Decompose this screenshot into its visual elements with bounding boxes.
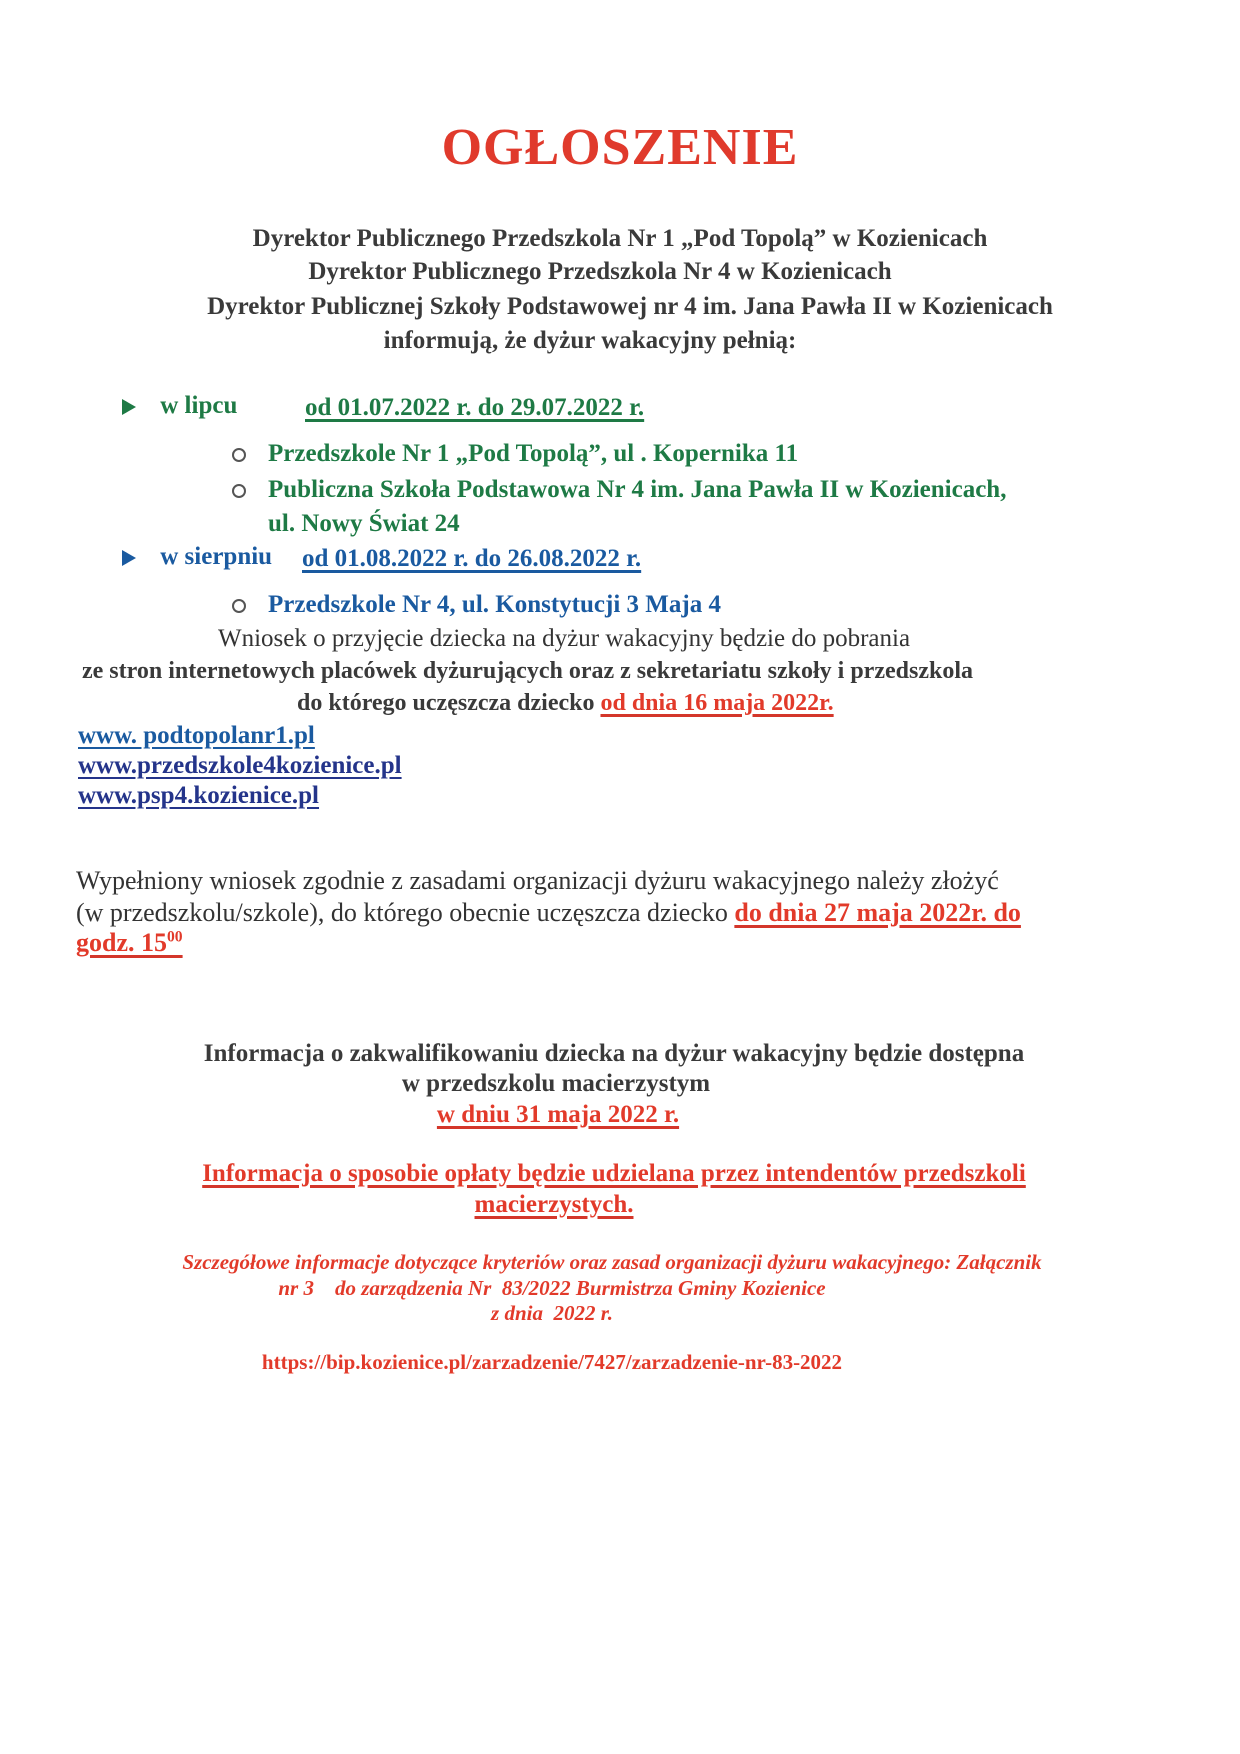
link-przedszkole4[interactable]: www.przedszkole4kozienice.pl [78, 752, 402, 779]
application-line-3: do którego uczęszcza dziecko od dnia 16 maja 2022r. [297, 690, 834, 716]
link-psp4[interactable]: www.psp4.kozienice.pl [78, 782, 320, 809]
august-label: w sierpniu [160, 543, 273, 570]
august-dates: od 01.08.2022 r. do 26.08.2022 r. [302, 545, 642, 572]
qualification-line-2: w przedszkolu macierzystym [401, 1070, 711, 1097]
july-dates: od 01.07.2022 r. do 29.07.2022 r. [305, 394, 645, 421]
payment-line-2: macierzystych. [474, 1191, 634, 1218]
arrow-bullet-icon [122, 550, 136, 566]
header-line-2: Dyrektor Publicznego Przedszkola Nr 4 w Kozienicach [308, 258, 892, 285]
july-row [122, 392, 237, 420]
submission-deadline: do dnia 27 maja 2022r. do [734, 898, 1021, 927]
submission-deadline-time: godz. $15^{00}$ [76, 928, 183, 957]
link-podtopolanr1[interactable]: www. podtopolanr1.pl [78, 722, 315, 749]
qualification-date: w dniu 31 maja 2022 r. [436, 1101, 680, 1128]
circle-bullet-icon [232, 484, 246, 498]
details-line-1: Szczegółowe informacje dotyczące kryteriów oraz zasad organizacji dyżuru wakacyjnego: Załącznik [182, 1250, 1042, 1274]
list-item: Publiczna Szkoła Podstawowa Nr 4 im. Jana Pawła II w Kozienicach, [232, 476, 1006, 504]
header-line-3: Dyrektor Publicznej Szkoły Podstawowej nr 4 im. Jana Pawła II w Kozienicach [207, 293, 1053, 320]
list-item: Przedszkole Nr 4, ul. Konstytucji 3 Maja 4 [232, 591, 721, 619]
arrow-bullet-icon [122, 399, 136, 415]
application-line-2: ze stron internetowych placówek dyżurujących oraz z sekretariatu szkoły i przedszkola [82, 658, 973, 684]
header-line-4: informują, że dyżur wakacyjny pełnią: [383, 327, 797, 354]
page-title: OGŁOSZENIE [441, 119, 799, 176]
submission-line-2: (w przedszkolu/szkole), do którego obecnie uczęszcza dziecko do dnia 27 maja 2022r. do [76, 898, 1021, 927]
regulation-url[interactable]: https://bip.kozienice.pl/zarzadzenie/7427/zarzadzenie-nr-83-2022 [261, 1350, 843, 1374]
list-item-continuation: ul. Nowy Świat 24 [268, 510, 460, 537]
header-line-1: Dyrektor Publicznego Przedszkola Nr 1 „Pod Topolą” w Kozienicach [252, 225, 988, 252]
payment-line-1: Informacja o sposobie opłaty będzie udzielana przez intendentów przedszkoli [202, 1160, 1026, 1187]
qualification-line-1: Informacja o zakwalifikowaniu dziecka na dyżur wakacyjny będzie dostępna [203, 1040, 1025, 1067]
july-label: w lipcu [160, 392, 238, 419]
list-item: Przedszkole Nr 1 „Pod Topolą”, ul . Kopernika 11 [232, 440, 798, 468]
august-row [122, 543, 272, 571]
submission-line-1: Wypełniony wniosek zgodnie z zasadami organizacji dyżuru wakacyjnego należy złożyć [76, 866, 999, 895]
details-line-2: nr 3 do zarządzenia Nr 83/2022 Burmistrza Gminy Kozienice [278, 1276, 826, 1300]
circle-bullet-icon [232, 448, 246, 462]
download-date: od dnia 16 maja 2022r. [600, 690, 834, 716]
details-line-3: z dnia 2022 r. [491, 1301, 613, 1325]
application-line-1: Wniosek o przyjęcie dziecka na dyżur wakacyjny będzie do pobrania [218, 625, 911, 652]
circle-bullet-icon [232, 599, 246, 613]
